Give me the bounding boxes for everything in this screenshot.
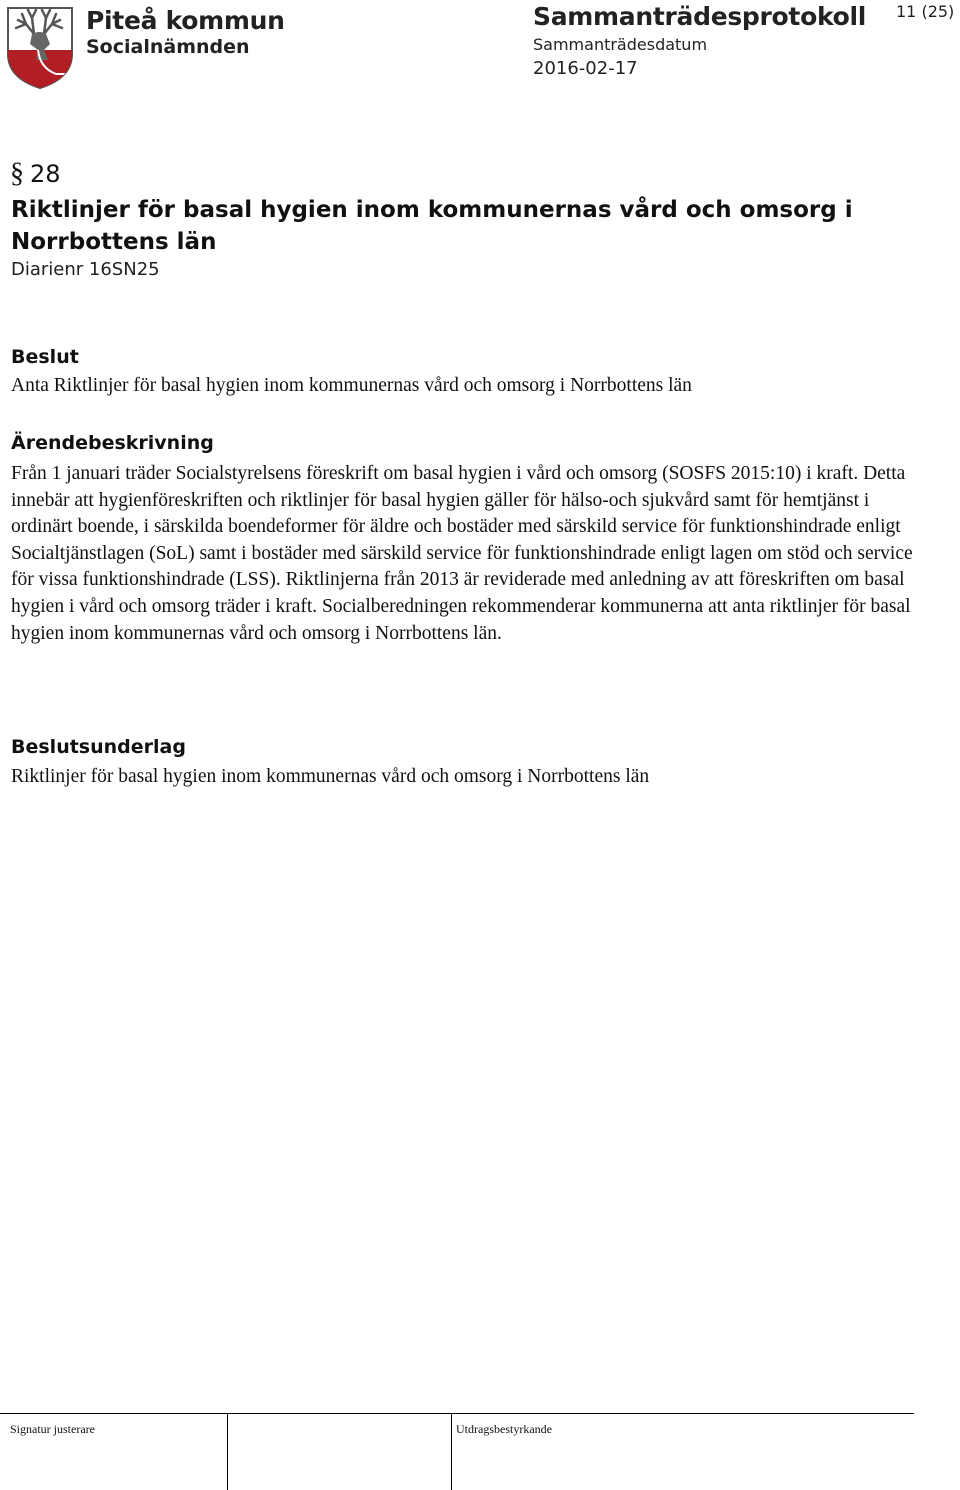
- arendebeskrivning-text: Från 1 januari träder Socialstyrelsens föreskrift om basal hygien i vård och omsorg (SOSFS 2015:10) i kraft. Detta innebär att hygienföreskriften och riktlinjer för basal hygien gäller för hälso-och sjukvård samt för hemtjänst i ordinärt boende, i särskilda boendeformer för äldre och bostäder med särskild service för funktionshindrade enligt Socialtjänstlagen (SoL) samt i bostäder med särskild service för funktionshindrade enligt lagen om stöd och service för vissa funktionshindrade (LSS). Riktlinjerna från 2013 är reviderade med anledning av att föreskriften om basal hygien i vård och omsorg träder i kraft. Socialberedningen rekommenderar kommunerna att anta riktlinjer för basal hygien inom kommunernas vård och omsorg i Norrbottens län.: [11, 463, 913, 644]
- arendebeskrivning-heading: Ärendebeskrivning: [11, 432, 214, 454]
- paragraph-number-value: 28: [30, 160, 61, 188]
- beslutsunderlag-heading: Beslutsunderlag: [11, 736, 186, 758]
- extract-certification-label: Utdragsbestyrkande: [456, 1422, 552, 1436]
- signature-field-2: [228, 1414, 452, 1490]
- org-name: Piteå kommun: [86, 6, 285, 35]
- signature-footer: [0, 1413, 914, 1490]
- document-type: Sammanträdesprotokoll: [533, 2, 867, 31]
- beslut-text: Anta Riktlinjer för basal hygien inom kommunernas vård och omsorg i Norrbottens län: [11, 375, 692, 396]
- beslut-heading: Beslut: [11, 346, 79, 368]
- signature-field: [0, 1414, 228, 1490]
- org-unit: Socialnämnden: [86, 36, 250, 58]
- reindeer-coat-of-arms-icon: [4, 4, 76, 90]
- page-number: 11 (25): [896, 2, 955, 21]
- paragraph-number: [10, 158, 61, 190]
- diarienr: Diarienr 16SN25: [11, 259, 160, 280]
- beslutsunderlag-text: Riktlinjer för basal hygien inom kommunernas vård och omsorg i Norrbottens län: [11, 766, 650, 787]
- section-sign-icon: §: [10, 158, 24, 189]
- extract-certification-field: [452, 1414, 914, 1490]
- page-title: Riktlinjer för basal hygien inom kommunernas vård och omsorg i Norrbottens län: [11, 197, 853, 255]
- signature-label: Signatur justerare: [10, 1422, 95, 1436]
- date-value: 2016-02-17: [533, 58, 638, 79]
- date-label: Sammanträdesdatum: [533, 35, 708, 54]
